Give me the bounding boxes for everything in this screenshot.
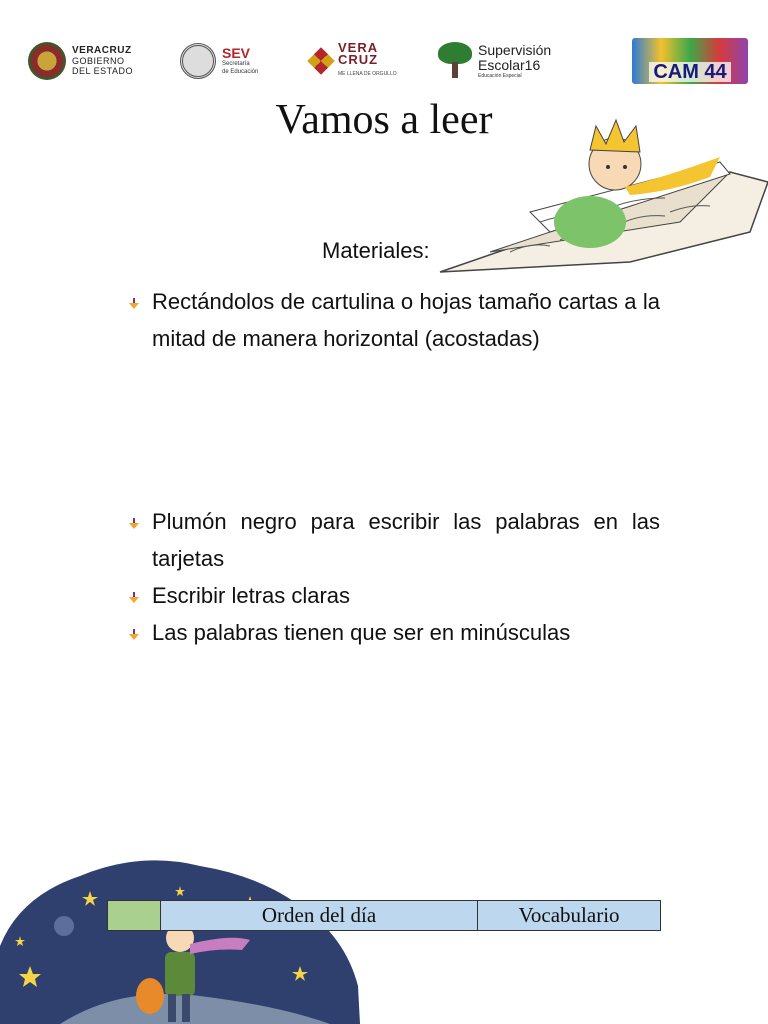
logo-text: SEV — [222, 45, 251, 61]
table-cell-empty — [108, 901, 161, 931]
sev-seal-icon — [180, 43, 216, 79]
materials-list — [128, 503, 660, 651]
page-title: Vamos a leer — [275, 97, 493, 143]
arrow-down-bullet-icon — [128, 629, 140, 641]
veracruz-mark-icon — [307, 47, 335, 75]
logo-text: Escolar16 — [478, 57, 541, 73]
logo-text: VERACRUZ — [72, 45, 132, 56]
logo-text: Supervisión — [478, 42, 552, 58]
logo-text: DEL ESTADO — [72, 66, 134, 76]
list-item — [128, 503, 660, 577]
logo-text: GOBIERNO — [72, 56, 125, 66]
starry-night-illustration — [0, 856, 360, 1024]
logo-text: ME LLENA DE ORGULLO — [338, 71, 397, 77]
cam-badge — [632, 38, 748, 84]
veracruz-gobierno-logo — [28, 36, 133, 86]
sev-logo — [180, 36, 258, 86]
logo-text: VERA — [338, 40, 379, 55]
table-row — [108, 901, 661, 931]
supervision-logo — [438, 36, 551, 86]
logo-text: CRUZ — [338, 52, 379, 67]
logo-text: CAM 44 — [649, 62, 730, 82]
little-prince-airplane-illustration — [430, 112, 768, 292]
list-item-text: Escribir letras claras — [152, 583, 351, 608]
list-item — [128, 614, 660, 651]
veracruz-logo — [308, 36, 397, 86]
logo-text: de Educación — [222, 69, 259, 75]
list-item — [128, 577, 660, 614]
table-cell-orden-del-dia: Orden del día — [161, 901, 478, 931]
agenda-table — [107, 900, 661, 931]
logo-text: Educación Especial — [478, 73, 522, 79]
materials-label: Materiales: — [322, 238, 430, 263]
list-item — [128, 283, 660, 357]
logo-text: Secretaría — [222, 61, 250, 67]
arrow-down-bullet-icon — [128, 592, 140, 604]
list-item-text: Rectándolos de cartulina o hojas tamaño cartas a la mitad de manera horizontal (acostadas) — [152, 289, 660, 351]
arrow-down-bullet-icon — [128, 298, 140, 310]
tree-icon — [438, 42, 472, 80]
table-cell-vocabulario: Vocabulario — [478, 901, 661, 931]
list-item-text: Las palabras tienen que ser en minúsculas — [152, 620, 571, 645]
header-logos — [28, 36, 750, 86]
materials-list — [128, 283, 660, 357]
arrow-down-bullet-icon — [128, 518, 140, 530]
state-seal-icon — [28, 42, 66, 80]
cam-logo — [632, 36, 748, 86]
list-item-text: Plumón negro para escribir las palabras en las tarjetas — [152, 509, 660, 571]
